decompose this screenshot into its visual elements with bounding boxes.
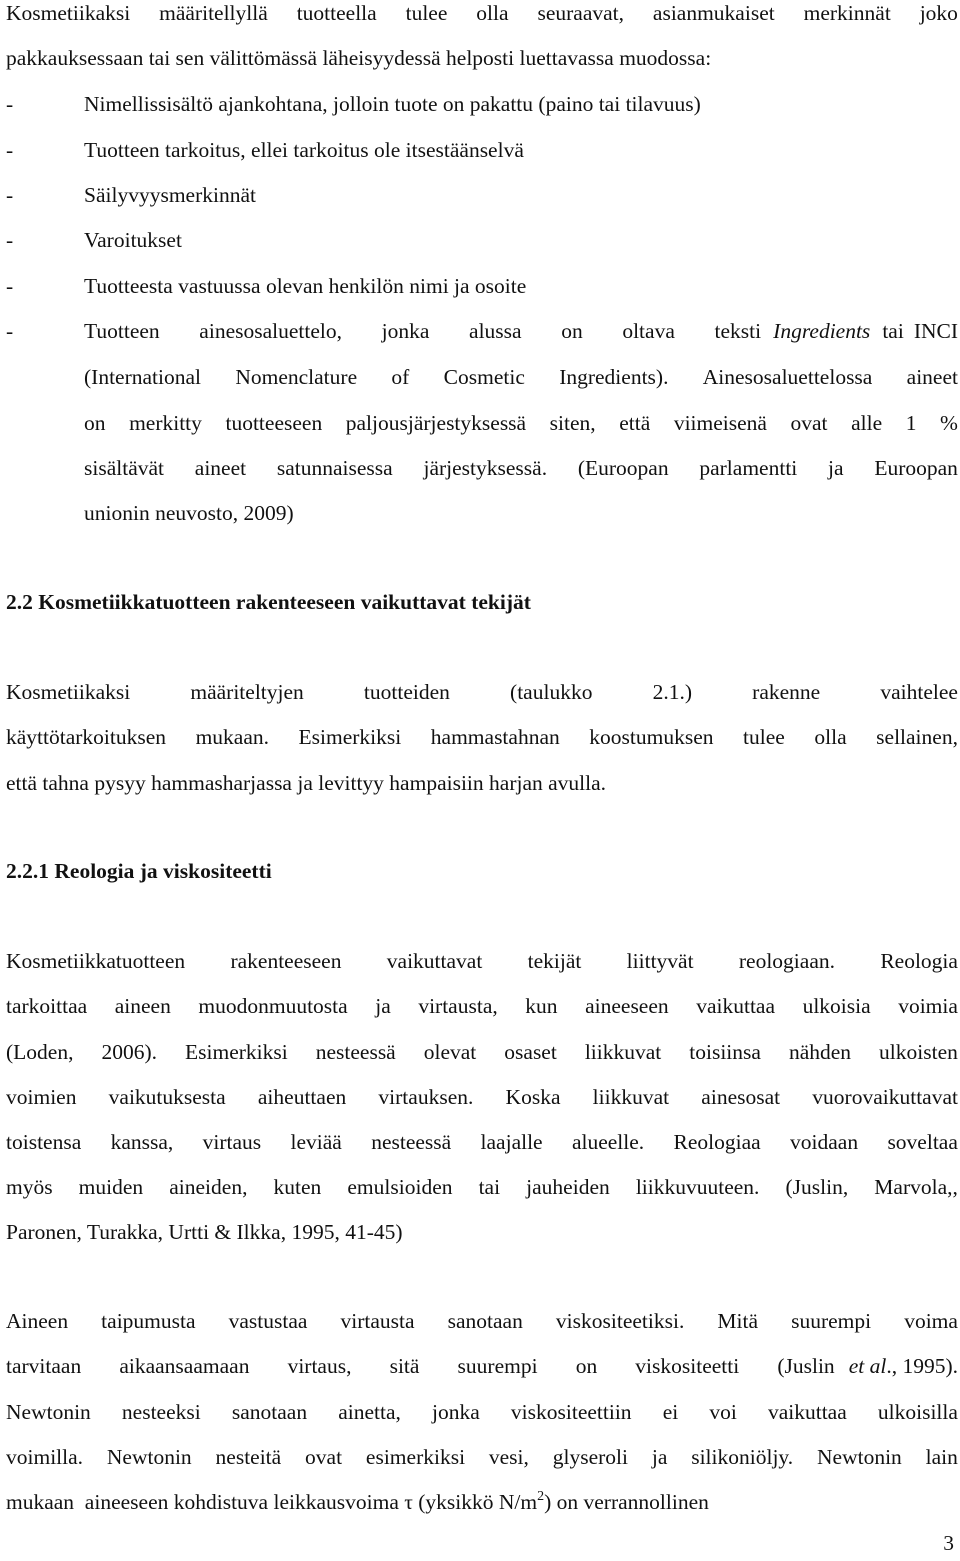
word: suurempi: [791, 1309, 872, 1333]
word: aikaansaamaan: [119, 1354, 250, 1378]
list-dash: -: [6, 92, 14, 116]
word: vaikuttaa: [767, 1400, 847, 1424]
word: virtauksen.: [378, 1085, 474, 1109]
word: Reologiaa: [673, 1130, 761, 1154]
ingredients-line-3: [84, 413, 958, 435]
word: muiden: [78, 1175, 144, 1199]
word: kuten: [273, 1175, 322, 1199]
word: vaikutuksesta: [108, 1085, 226, 1109]
word: aineeseen: [585, 994, 669, 1018]
word: tarkoittaa: [6, 994, 88, 1018]
word: Newtonin: [106, 1445, 192, 1469]
word: sisältävät: [84, 456, 165, 480]
section-heading-2-2: 2.2 Kosmetiikkatuotteen rakenteeseen vaikuttavat tekijät: [6, 590, 531, 614]
word: teksti: [714, 319, 762, 343]
list-dash: -: [6, 274, 14, 298]
intro-line-1: [6, 3, 958, 25]
word: voidaan: [790, 1130, 859, 1154]
word: siten,: [549, 411, 596, 435]
paragraph-line: [6, 1402, 958, 1424]
word: (Loden,: [6, 1040, 74, 1064]
word: 2.1.): [652, 680, 693, 704]
page-number: 3: [943, 1531, 954, 1555]
word: toistensa: [6, 1130, 82, 1154]
word: viskositeettiin: [510, 1400, 632, 1424]
word: määritellyllä: [159, 1, 268, 25]
word: vuorovaikuttavat: [812, 1085, 958, 1109]
word: Reologia: [880, 949, 958, 973]
word: virtaus,: [287, 1354, 352, 1378]
list-item: - Säilyvyysmerkinnät: [6, 183, 256, 207]
word: viskositeetiksi.: [555, 1309, 685, 1333]
word: on: [561, 319, 583, 343]
word: alueelle.: [571, 1130, 645, 1154]
word: liikkuvat: [584, 1040, 662, 1064]
list-item: - Tuotteen tarkoitus, ellei tarkoitus ole itsestäänselvä: [6, 138, 524, 162]
word: muodonmuutosta: [198, 994, 348, 1018]
word: silikoniöljy.: [691, 1445, 794, 1469]
word: Cosmetic: [443, 365, 525, 389]
word: nesteeksi: [121, 1400, 201, 1424]
word: Euroopan: [874, 456, 958, 480]
paragraph-line: [6, 727, 958, 749]
word: Mitä: [717, 1309, 759, 1333]
paragraph-line: [6, 996, 958, 1018]
word: Aineen: [6, 1309, 69, 1333]
word: alle: [851, 411, 883, 435]
word: voi: [709, 1400, 737, 1424]
word: jonka: [381, 319, 430, 343]
paragraph-line: [6, 1087, 958, 1109]
intro-line-2: pakkauksessaan tai sen välittömässä läheisyydessä helposti luettavassa muodossa:: [6, 46, 712, 70]
ingredients-line-1: [84, 321, 958, 343]
paragraph-line: Paronen, Turakka, Urtti & Ilkka, 1995, 41-45): [6, 1220, 403, 1244]
word: rakenne: [752, 680, 821, 704]
word: aineet: [906, 365, 958, 389]
word: 1: [905, 411, 917, 435]
word: käyttötarkoituksen: [6, 725, 167, 749]
list-dash: -: [6, 138, 14, 162]
word: (International: [84, 365, 202, 389]
paragraph-line: [6, 1042, 958, 1064]
word: voimien: [6, 1085, 77, 1109]
list-item: - Tuotteesta vastuussa olevan henkilön nimi ja osoite: [6, 274, 527, 298]
word: aineet: [194, 456, 247, 480]
word: myös: [6, 1175, 53, 1199]
word: vastustaa: [228, 1309, 308, 1333]
word: määriteltyjen: [190, 680, 304, 704]
word: vaikuttaa: [696, 994, 776, 1018]
paragraph-line: [6, 682, 958, 704]
word: aineiden,: [169, 1175, 248, 1199]
word: joko: [919, 1, 958, 25]
word: liikkuvuuteen.: [635, 1175, 760, 1199]
word: virtaus: [202, 1130, 262, 1154]
word: (taulukko: [510, 680, 593, 704]
word: parlamentti: [699, 456, 798, 480]
paragraph-line: [6, 1132, 958, 1154]
word: viimeisenä: [673, 411, 767, 435]
word: Koska: [505, 1085, 561, 1109]
word: ja: [375, 994, 391, 1018]
word: taipumusta: [101, 1309, 196, 1333]
word: Newtonin: [6, 1400, 91, 1424]
word: nesteessä: [371, 1130, 452, 1154]
word: järjestyksessä.: [423, 456, 548, 480]
word: voimilla.: [6, 1445, 84, 1469]
word: sanotaan: [231, 1400, 308, 1424]
word: oltava: [622, 319, 675, 343]
word: esimerkiksi: [365, 1445, 466, 1469]
word: viskositeetti: [635, 1354, 740, 1378]
word: Kosmetiikkatuotteen: [6, 949, 186, 973]
word: olevat: [423, 1040, 477, 1064]
word: Ainesosaluettelossa: [702, 365, 873, 389]
word: asianmukaiset: [652, 1, 775, 25]
word: lain: [925, 1445, 958, 1469]
word: ainesosaluettelo,: [199, 319, 342, 343]
word: merkinnät: [803, 1, 891, 25]
word: suurempi: [457, 1354, 538, 1378]
word: Marvola,,: [874, 1175, 958, 1199]
word: osaset: [504, 1040, 557, 1064]
word: reologiaan.: [738, 949, 835, 973]
word: Kosmetiikaksi: [6, 680, 131, 704]
word: leviää: [290, 1130, 342, 1154]
word: soveltaa: [887, 1130, 958, 1154]
word: kanssa,: [110, 1130, 174, 1154]
word: Nomenclature: [235, 365, 358, 389]
paragraph-line: [6, 951, 958, 973]
paragraph-line: [6, 1447, 958, 1469]
word: vesi,: [488, 1445, 529, 1469]
word: ei: [662, 1400, 679, 1424]
word: 2006).: [101, 1040, 158, 1064]
word: nesteessä: [315, 1040, 396, 1064]
paragraph-line-citation: tarvitaan aikaansaamaan virtaus, sitä suurempi on viskositeetti (Juslin et al ., 1995).: [6, 1354, 958, 1378]
word: tulee: [743, 725, 785, 749]
list-item: - Varoitukset: [6, 228, 182, 252]
word: ainesosat: [701, 1085, 781, 1109]
word: sellainen,: [876, 725, 958, 749]
paragraph-line: että tahna pysyy hammasharjassa ja levittyy hampaisiin harjan avulla.: [6, 771, 607, 795]
word: tarvitaan: [6, 1354, 82, 1378]
word: Kosmetiikaksi: [6, 1, 131, 25]
word: tekijät: [527, 949, 582, 973]
word: mukaan.: [195, 725, 269, 749]
word: sitä: [389, 1354, 420, 1378]
word: nesteitä: [215, 1445, 282, 1469]
ingredients-line-4: [84, 458, 958, 480]
word: paljousjärjestyksessä: [345, 411, 527, 435]
word: tuotteiden: [363, 680, 450, 704]
word: tuotteeseen: [225, 411, 323, 435]
word: ovat: [305, 1445, 343, 1469]
word: (Juslin: [777, 1354, 835, 1378]
list-dash: -: [6, 228, 14, 252]
paragraph-line: [6, 1311, 958, 1333]
word: tai: [882, 319, 904, 343]
word: emulsioiden: [347, 1175, 453, 1199]
word: on: [84, 411, 106, 435]
word: rakenteeseen: [230, 949, 342, 973]
word: Esimerkiksi: [185, 1040, 288, 1064]
word: merkitty: [129, 411, 202, 435]
et-al-term: et al: [848, 1354, 887, 1378]
word: ainetta,: [338, 1400, 401, 1424]
word: ja: [828, 456, 844, 480]
word: hammastahnan: [430, 725, 560, 749]
ingredients-line-2: [84, 367, 958, 389]
word: seuraavat,: [537, 1, 624, 25]
word: %: [940, 411, 958, 435]
word: jonka: [432, 1400, 480, 1424]
word: liikkuvat: [592, 1085, 670, 1109]
word: toisiinsa: [689, 1040, 761, 1064]
word: nähden: [788, 1040, 852, 1064]
section-heading-2-2-1: 2.2.1 Reologia ja viskositeetti: [6, 859, 272, 883]
word: ulkoisten: [879, 1040, 958, 1064]
word: ja: [651, 1445, 668, 1469]
word: (Juslin,: [785, 1175, 849, 1199]
word: voimia: [898, 994, 958, 1018]
word: ulkoisilla: [877, 1400, 958, 1424]
word: laajalle: [480, 1130, 543, 1154]
ingredients-line-5: unionin neuvosto, 2009): [84, 501, 294, 525]
word: sanotaan: [447, 1309, 523, 1333]
word: tuotteella: [296, 1, 377, 25]
word: jauheiden: [526, 1175, 610, 1199]
superscript: 2: [537, 1489, 545, 1504]
word: vaikuttavat: [386, 949, 483, 973]
word: koostumuksen: [589, 725, 714, 749]
word: tai: [478, 1175, 501, 1199]
word: olla: [814, 725, 847, 749]
list-item-ingredients: [6, 321, 958, 343]
word: (Euroopan: [577, 456, 669, 480]
list-dash: -: [6, 183, 14, 207]
word: tulee: [405, 1, 448, 25]
word: virtausta,: [418, 994, 498, 1018]
word: aiheuttaen: [257, 1085, 347, 1109]
word: aineen: [114, 994, 171, 1018]
word: kun: [525, 994, 558, 1018]
word: voima: [904, 1309, 958, 1333]
word: satunnaisessa: [276, 456, 393, 480]
word: Newtonin: [817, 1445, 902, 1469]
word: ulkoisia: [802, 994, 871, 1018]
word: liittyvät: [626, 949, 694, 973]
word: vaihtelee: [880, 680, 958, 704]
word: virtausta: [340, 1309, 415, 1333]
word: että: [619, 411, 651, 435]
paragraph-line-formula: mukaan aineeseen kohdistuva leikkausvoima τ (yksikkö $N/m^2$) on verrannollinen: [6, 1489, 709, 1514]
word: olla: [476, 1, 509, 25]
word: on: [575, 1354, 598, 1378]
word: alussa: [469, 319, 522, 343]
ingredients-term: Ingredients: [773, 319, 871, 343]
word: glyseroli: [552, 1445, 628, 1469]
word: of: [391, 365, 410, 389]
word: INCI: [913, 319, 958, 343]
word: Ingredients).: [559, 365, 669, 389]
word: Tuotteen: [84, 319, 160, 343]
word: ovat: [790, 411, 828, 435]
word: Esimerkiksi: [298, 725, 402, 749]
paragraph-line: [6, 1177, 958, 1199]
list-item: - Nimellissisältö ajankohtana, jolloin tuote on pakattu (paino tai tilavuus): [6, 92, 701, 116]
list-dash: -: [6, 319, 14, 343]
